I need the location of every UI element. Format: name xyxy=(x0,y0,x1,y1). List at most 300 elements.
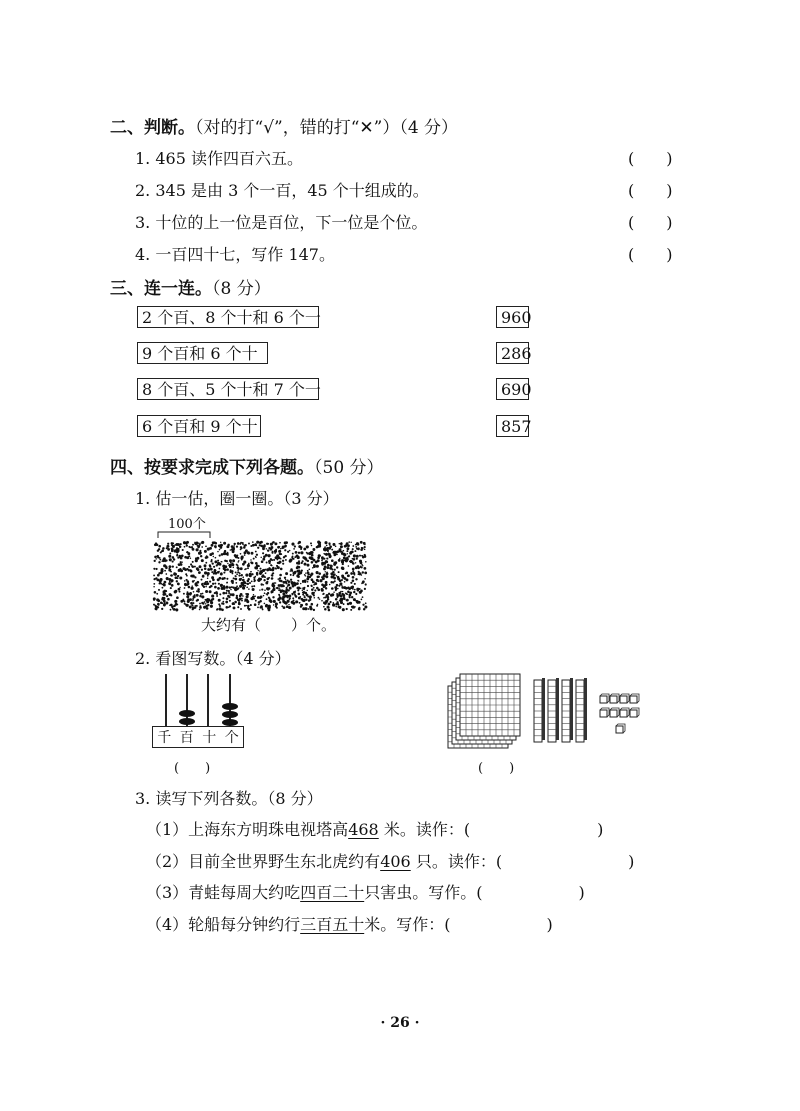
dot xyxy=(300,583,301,584)
dot xyxy=(350,609,352,611)
dot xyxy=(168,582,171,585)
dot xyxy=(230,562,232,564)
dot xyxy=(166,577,169,580)
dot xyxy=(199,595,202,598)
dot xyxy=(260,583,262,585)
dot xyxy=(359,567,361,569)
dot xyxy=(344,545,347,548)
dot xyxy=(236,585,238,587)
dot xyxy=(321,576,323,578)
dot xyxy=(219,549,221,551)
dot xyxy=(163,557,166,560)
dot xyxy=(336,593,338,595)
q2-answer-left[interactable]: ( ) xyxy=(174,761,211,776)
abacus-label-thousands: 千 xyxy=(157,730,172,746)
dot xyxy=(325,560,328,563)
dot xyxy=(244,551,247,554)
dot xyxy=(163,593,166,596)
dot xyxy=(155,577,157,579)
dot xyxy=(225,592,227,594)
dot xyxy=(308,608,310,610)
q2-title: 2. 看图写数。（4 分） xyxy=(135,649,291,668)
dot xyxy=(275,556,278,559)
dot xyxy=(205,599,207,601)
ten-rod-side xyxy=(584,678,587,740)
dot xyxy=(220,542,221,543)
dot xyxy=(230,571,232,573)
dot xyxy=(297,556,300,559)
dot xyxy=(304,557,306,559)
dot xyxy=(216,608,218,610)
dot xyxy=(229,559,232,562)
dot xyxy=(297,575,300,578)
dot xyxy=(172,565,174,567)
dot xyxy=(172,608,173,609)
dot xyxy=(190,575,193,578)
dot xyxy=(230,589,232,591)
dot xyxy=(353,591,355,593)
dot xyxy=(159,557,161,559)
dot xyxy=(356,601,358,603)
dot xyxy=(171,584,173,586)
dot xyxy=(188,569,191,572)
dot xyxy=(260,557,261,558)
dot xyxy=(191,546,193,548)
dot xyxy=(154,560,156,562)
dot xyxy=(339,582,342,585)
dot xyxy=(198,552,201,555)
dot xyxy=(158,582,160,584)
dot xyxy=(262,552,264,554)
judge-answer-1[interactable]: ( ) xyxy=(628,149,673,168)
dot xyxy=(198,590,200,592)
dot xyxy=(244,598,246,600)
dot xyxy=(172,561,174,563)
dot xyxy=(227,595,230,598)
match-left-1[interactable]: 2 个百、8 个十和 6 个一 xyxy=(137,306,319,328)
dot xyxy=(298,552,300,554)
dot xyxy=(312,567,314,569)
dot xyxy=(237,542,240,545)
dot xyxy=(262,608,264,610)
judge-answer-4[interactable]: ( ) xyxy=(628,245,673,264)
dot xyxy=(291,556,293,558)
dot xyxy=(270,558,272,560)
unit-cube xyxy=(610,696,617,703)
dot xyxy=(193,602,195,604)
dot xyxy=(170,594,172,596)
dot xyxy=(291,601,294,604)
dot xyxy=(290,574,292,576)
dot xyxy=(188,584,190,586)
dot xyxy=(223,572,225,574)
dot xyxy=(288,551,290,553)
dot xyxy=(264,592,266,594)
dot xyxy=(324,565,327,568)
dot xyxy=(171,606,174,609)
dot xyxy=(170,609,172,611)
dot xyxy=(293,548,295,550)
dot xyxy=(209,586,211,588)
dot xyxy=(186,595,189,598)
dot xyxy=(179,576,182,579)
dot xyxy=(360,590,363,593)
dot xyxy=(168,578,171,581)
match-left-3[interactable]: 8 个百、5 个十和 7 个一 xyxy=(137,378,319,400)
dot xyxy=(260,578,262,580)
abacus-rod-thousands xyxy=(165,674,167,726)
dot xyxy=(268,554,271,557)
dot xyxy=(361,599,363,601)
dot xyxy=(202,585,204,587)
dot xyxy=(275,567,277,569)
dot xyxy=(348,541,350,543)
dot xyxy=(252,541,254,543)
dot xyxy=(153,568,155,570)
dot xyxy=(247,564,250,567)
dot xyxy=(254,603,257,606)
judge-answer-2[interactable]: ( ) xyxy=(628,181,673,200)
dot xyxy=(198,571,201,574)
dot xyxy=(338,571,340,573)
dot xyxy=(347,591,350,594)
dot xyxy=(339,543,341,545)
dot xyxy=(266,598,268,600)
dot xyxy=(258,604,259,605)
dot xyxy=(213,566,215,568)
dot xyxy=(319,598,321,600)
dot xyxy=(222,592,225,595)
dot xyxy=(362,571,364,573)
dot xyxy=(199,603,201,605)
dot xyxy=(302,599,305,602)
dot xyxy=(244,605,246,607)
dot xyxy=(292,553,294,555)
match-right-4[interactable]: 857 xyxy=(496,415,529,437)
match-right-2[interactable]: 286 xyxy=(496,342,529,364)
dot xyxy=(341,560,344,563)
dot xyxy=(240,567,243,570)
dot xyxy=(346,550,348,552)
dot xyxy=(363,608,365,610)
dot xyxy=(218,603,220,605)
dot xyxy=(260,541,263,544)
dot xyxy=(273,559,275,561)
dot xyxy=(242,543,244,545)
dot xyxy=(345,572,347,574)
dot xyxy=(186,604,189,607)
dot xyxy=(215,557,217,559)
dot xyxy=(243,581,246,584)
dot xyxy=(329,568,331,570)
dot xyxy=(313,609,315,611)
dot xyxy=(178,569,181,572)
dot xyxy=(327,564,330,567)
dot xyxy=(340,598,342,600)
dot xyxy=(162,597,165,600)
dot xyxy=(222,601,224,603)
dot xyxy=(359,572,361,574)
dot xyxy=(205,586,207,588)
dot xyxy=(290,579,292,581)
dot xyxy=(199,565,202,568)
dot xyxy=(199,606,202,609)
dot xyxy=(328,542,330,544)
dot xyxy=(158,548,160,550)
dot xyxy=(261,589,263,591)
dot xyxy=(362,580,365,583)
dot xyxy=(165,602,168,605)
dot xyxy=(170,574,172,576)
dot xyxy=(177,577,179,579)
dot xyxy=(239,598,242,601)
dot xyxy=(293,582,296,585)
dot xyxy=(184,584,186,586)
dot xyxy=(267,592,269,594)
dot xyxy=(235,575,237,577)
dot xyxy=(232,593,235,596)
dot xyxy=(188,566,190,568)
dot xyxy=(204,568,207,571)
section2-title: 二、判断。 xyxy=(110,118,195,138)
match-left-2[interactable]: 9 个百和 6 个十 xyxy=(137,342,268,364)
dot xyxy=(202,575,204,577)
dot xyxy=(186,541,189,544)
dot xyxy=(333,591,335,593)
dot xyxy=(204,564,207,567)
dot xyxy=(285,588,288,591)
dot xyxy=(305,603,308,606)
dot xyxy=(343,603,345,605)
dot xyxy=(247,551,250,554)
dot xyxy=(164,581,167,584)
dot xyxy=(263,545,266,548)
dot xyxy=(224,560,226,562)
dot xyxy=(269,568,272,571)
dot xyxy=(343,556,346,559)
dot xyxy=(164,600,166,602)
dot xyxy=(251,573,253,575)
dot xyxy=(200,593,202,595)
dot xyxy=(294,545,296,547)
dot xyxy=(211,559,213,561)
dot xyxy=(293,592,294,593)
dot xyxy=(179,545,182,548)
match-right-3[interactable]: 690 xyxy=(496,378,529,400)
dot xyxy=(278,550,281,553)
dot xyxy=(354,583,356,585)
dot xyxy=(178,583,180,585)
dot xyxy=(291,593,293,595)
dot xyxy=(157,606,159,608)
dot xyxy=(211,544,214,547)
dot xyxy=(201,579,203,581)
dot xyxy=(328,609,331,612)
dot xyxy=(284,549,286,551)
dot xyxy=(259,589,260,590)
dot xyxy=(271,591,273,593)
dot xyxy=(272,596,274,598)
judge-answer-3[interactable]: ( ) xyxy=(628,213,673,232)
dot xyxy=(317,559,320,562)
dot xyxy=(283,606,286,609)
dot xyxy=(275,605,277,607)
dot xyxy=(242,563,245,566)
dot xyxy=(236,573,238,575)
dot xyxy=(193,591,195,593)
dot xyxy=(253,594,254,595)
q3-item-1-close: ) xyxy=(597,820,604,839)
dot xyxy=(198,543,200,545)
dot xyxy=(266,568,269,571)
dot xyxy=(329,555,331,557)
dot xyxy=(267,578,270,581)
dot xyxy=(219,555,221,557)
dot xyxy=(157,574,160,577)
dot xyxy=(308,568,310,570)
dot xyxy=(246,586,248,588)
dot xyxy=(201,559,204,562)
dot xyxy=(153,583,155,585)
dot xyxy=(241,574,243,576)
dot xyxy=(241,556,244,559)
dot xyxy=(349,602,352,605)
ten-rod-side xyxy=(542,678,545,740)
dot xyxy=(197,546,199,548)
dot xyxy=(221,561,222,562)
q3-item-4 xyxy=(146,912,553,935)
dot xyxy=(156,568,158,570)
dot xyxy=(194,606,196,608)
dot xyxy=(259,572,262,575)
dot xyxy=(303,548,306,551)
dot xyxy=(310,585,312,587)
dot xyxy=(204,571,207,574)
dots-figure xyxy=(150,528,370,614)
dot xyxy=(314,582,317,585)
dot xyxy=(166,595,168,597)
dot xyxy=(188,546,190,548)
match-left-4[interactable]: 6 个百和 9 个十 xyxy=(137,415,261,437)
dot xyxy=(227,554,229,556)
dot xyxy=(285,572,288,575)
dot xyxy=(336,550,339,553)
label-100: 100个 xyxy=(168,517,206,532)
dot xyxy=(323,558,325,560)
section4-points: （50 分） xyxy=(314,458,384,478)
dot xyxy=(260,596,263,599)
dot xyxy=(364,548,366,550)
dot xyxy=(316,587,319,590)
dot xyxy=(229,600,231,602)
dot xyxy=(288,581,290,583)
dot xyxy=(209,547,212,550)
dot xyxy=(169,565,172,568)
dot xyxy=(255,562,258,565)
dot xyxy=(297,589,299,591)
dot xyxy=(345,592,347,594)
dot xyxy=(306,577,309,580)
dot xyxy=(316,571,319,574)
dot xyxy=(363,542,366,545)
dot xyxy=(263,579,265,581)
dot xyxy=(349,552,352,555)
dot xyxy=(341,553,343,555)
dot xyxy=(307,571,310,574)
abacus-label-ones: 个 xyxy=(224,730,239,746)
dot xyxy=(168,555,171,558)
dot xyxy=(238,568,240,570)
dot xyxy=(224,569,227,572)
dot xyxy=(291,570,293,572)
dot xyxy=(241,559,243,561)
dot xyxy=(289,597,291,599)
dot xyxy=(253,585,255,587)
dot xyxy=(266,562,268,564)
dot xyxy=(338,559,341,562)
dot xyxy=(177,557,179,559)
dot xyxy=(321,560,323,562)
dot xyxy=(231,582,233,584)
dot xyxy=(316,565,319,568)
dot xyxy=(285,541,288,544)
dot xyxy=(158,545,161,548)
dot xyxy=(236,545,238,547)
q2-answer-right[interactable]: ( ) xyxy=(478,761,515,776)
dot xyxy=(161,569,163,571)
dot xyxy=(289,550,291,552)
dot xyxy=(272,586,274,588)
dot xyxy=(255,556,257,558)
dot xyxy=(178,588,181,591)
dot xyxy=(281,597,284,600)
dot xyxy=(323,606,325,608)
dot xyxy=(182,549,184,551)
dot xyxy=(355,578,357,580)
dot xyxy=(347,553,348,554)
dot xyxy=(180,557,183,560)
dot xyxy=(298,593,301,596)
dot xyxy=(280,568,283,571)
dot xyxy=(239,573,240,574)
dot xyxy=(327,558,328,559)
dot xyxy=(194,542,196,544)
dot xyxy=(237,565,239,567)
dot xyxy=(196,541,199,544)
dot xyxy=(205,583,207,585)
dot xyxy=(221,608,224,611)
dot xyxy=(207,578,209,580)
dot xyxy=(201,583,203,585)
dot xyxy=(174,573,177,576)
dot xyxy=(343,594,345,596)
dot xyxy=(308,599,310,601)
dot xyxy=(204,550,207,553)
dot xyxy=(162,602,164,604)
dot xyxy=(153,586,154,587)
dot xyxy=(288,606,291,609)
dot xyxy=(353,558,356,561)
abacus-base xyxy=(152,726,244,748)
section4-heading xyxy=(110,453,384,478)
dot xyxy=(326,572,328,574)
dot xyxy=(352,576,355,579)
q3-title: 3. 读写下列各数。（8 分） xyxy=(135,789,323,808)
dot xyxy=(354,550,356,552)
dot xyxy=(171,550,173,552)
dot xyxy=(244,554,246,556)
match-right-1[interactable]: 960 xyxy=(496,306,529,328)
